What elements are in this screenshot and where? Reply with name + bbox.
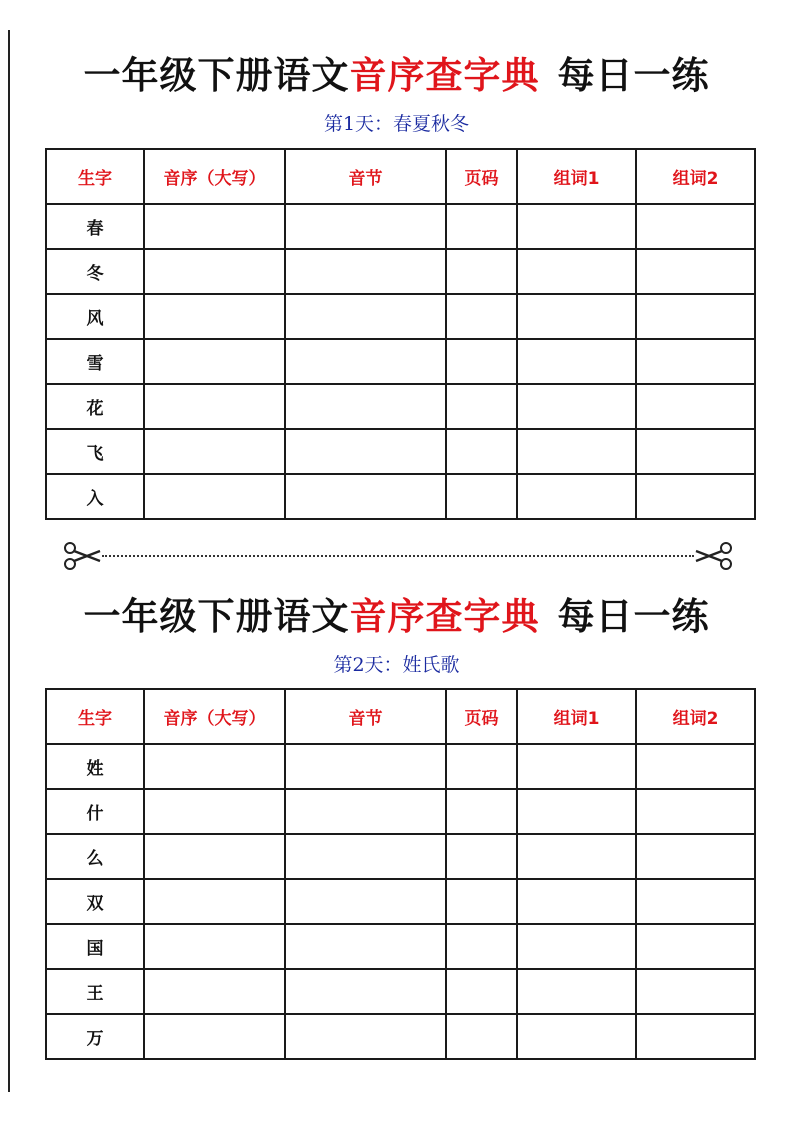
header-word-2: 组词2 [636,149,755,204]
table-row [46,429,755,474]
page-answer-cell[interactable] [446,429,517,474]
page-answer-cell[interactable] [446,474,517,519]
header-row [46,689,755,744]
header-character: 生字 [46,689,144,744]
word-2-answer-cell[interactable] [636,1014,755,1059]
table-row [46,204,755,249]
lookup-table [45,148,756,520]
page-answer-cell[interactable] [446,294,517,339]
table-row [46,744,755,789]
syllable-answer-cell[interactable] [285,1014,446,1059]
title-tail-part: 每日一练 [557,53,710,97]
scissors-icon [62,541,102,571]
page-answer-cell[interactable] [446,879,517,924]
title-black-part: 一年级下册语文 [83,53,350,97]
dotted-cut-guide [102,555,694,557]
initial-answer-cell[interactable] [144,249,285,294]
header-word-1: 组词1 [517,689,636,744]
page-answer-cell[interactable] [446,744,517,789]
page-answer-cell[interactable] [446,249,517,294]
scissors-icon [694,541,734,571]
header-initial: 音序（大写） [144,689,285,744]
character-cell: 冬 [46,249,144,294]
title-tail-part: 每日一练 [557,594,710,638]
word-2-answer-cell[interactable] [636,834,755,879]
worksheet-subtitle: 第2天：姓氏歌 [333,654,460,676]
worksheet-title [0,593,793,639]
character-cell: 王 [46,969,144,1014]
character-cell: 么 [46,834,144,879]
initial-answer-cell[interactable] [144,339,285,384]
character-cell: 姓 [46,744,144,789]
table-row [46,879,755,924]
initial-answer-cell[interactable] [144,429,285,474]
page-answer-cell[interactable] [446,1014,517,1059]
table-row [46,789,755,834]
word-2-answer-cell[interactable] [636,294,755,339]
table-row [46,339,755,384]
syllable-answer-cell[interactable] [285,744,446,789]
page-answer-cell[interactable] [446,924,517,969]
word-1-answer-cell[interactable] [517,744,636,789]
syllable-answer-cell[interactable] [285,204,446,249]
syllable-answer-cell[interactable] [285,384,446,429]
page-answer-cell[interactable] [446,384,517,429]
syllable-answer-cell[interactable] [285,879,446,924]
title-red-part: 音序查字典 [349,53,540,97]
page-answer-cell[interactable] [446,789,517,834]
word-1-answer-cell[interactable] [517,204,636,249]
syllable-answer-cell[interactable] [285,294,446,339]
character-cell: 花 [46,384,144,429]
word-1-answer-cell[interactable] [517,294,636,339]
word-1-answer-cell[interactable] [517,834,636,879]
initial-answer-cell[interactable] [144,204,285,249]
header-page: 页码 [446,689,517,744]
word-1-answer-cell[interactable] [517,429,636,474]
word-2-answer-cell[interactable] [636,924,755,969]
word-1-answer-cell[interactable] [517,924,636,969]
word-2-answer-cell[interactable] [636,429,755,474]
word-2-answer-cell[interactable] [636,474,755,519]
header-page: 页码 [446,149,517,204]
header-row [46,149,755,204]
character-cell: 双 [46,879,144,924]
syllable-answer-cell[interactable] [285,474,446,519]
header-initial: 音序（大写） [144,149,285,204]
syllable-answer-cell[interactable] [285,429,446,474]
page-answer-cell[interactable] [446,204,517,249]
character-cell: 春 [46,204,144,249]
title-black-part: 一年级下册语文 [83,594,350,638]
word-2-answer-cell[interactable] [636,789,755,834]
header-syllable: 音节 [285,149,446,204]
cut-line [62,541,734,571]
header-word-1: 组词1 [517,149,636,204]
initial-answer-cell[interactable] [144,744,285,789]
word-2-answer-cell[interactable] [636,744,755,789]
initial-answer-cell[interactable] [144,384,285,429]
initial-answer-cell[interactable] [144,879,285,924]
table-row [46,924,755,969]
word-1-answer-cell[interactable] [517,879,636,924]
word-2-answer-cell[interactable] [636,879,755,924]
word-1-answer-cell[interactable] [517,1014,636,1059]
worksheet-subtitle: 第1天：春夏秋冬 [323,113,470,135]
initial-answer-cell[interactable] [144,474,285,519]
syllable-answer-cell[interactable] [285,924,446,969]
table-row [46,249,755,294]
worksheet-title [0,52,793,98]
table-row [46,834,755,879]
character-cell: 国 [46,924,144,969]
word-2-answer-cell[interactable] [636,384,755,429]
table-row [46,969,755,1014]
page-answer-cell[interactable] [446,339,517,384]
word-1-answer-cell[interactable] [517,339,636,384]
word-1-answer-cell[interactable] [517,474,636,519]
table-row [46,294,755,339]
character-cell: 入 [46,474,144,519]
word-2-answer-cell[interactable] [636,339,755,384]
word-2-answer-cell[interactable] [636,969,755,1014]
word-2-answer-cell[interactable] [636,204,755,249]
word-2-answer-cell[interactable] [636,249,755,294]
word-1-answer-cell[interactable] [517,249,636,294]
character-cell: 什 [46,789,144,834]
title-red-part: 音序查字典 [349,594,540,638]
header-character: 生字 [46,149,144,204]
table-row [46,1014,755,1059]
initial-answer-cell[interactable] [144,969,285,1014]
table-row [46,474,755,519]
initial-answer-cell[interactable] [144,789,285,834]
initial-answer-cell[interactable] [144,294,285,339]
syllable-answer-cell[interactable] [285,834,446,879]
character-cell: 飞 [46,429,144,474]
initial-answer-cell[interactable] [144,924,285,969]
character-cell: 风 [46,294,144,339]
lookup-table [45,688,756,1060]
syllable-answer-cell[interactable] [285,339,446,384]
page-answer-cell[interactable] [446,969,517,1014]
word-1-answer-cell[interactable] [517,969,636,1014]
initial-answer-cell[interactable] [144,1014,285,1059]
word-1-answer-cell[interactable] [517,789,636,834]
syllable-answer-cell[interactable] [285,969,446,1014]
page-answer-cell[interactable] [446,834,517,879]
character-cell: 万 [46,1014,144,1059]
initial-answer-cell[interactable] [144,834,285,879]
word-1-answer-cell[interactable] [517,384,636,429]
syllable-answer-cell[interactable] [285,249,446,294]
page-left-rule [8,30,10,1092]
table-row [46,384,755,429]
syllable-answer-cell[interactable] [285,789,446,834]
header-word-2: 组词2 [636,689,755,744]
character-cell: 雪 [46,339,144,384]
header-syllable: 音节 [285,689,446,744]
